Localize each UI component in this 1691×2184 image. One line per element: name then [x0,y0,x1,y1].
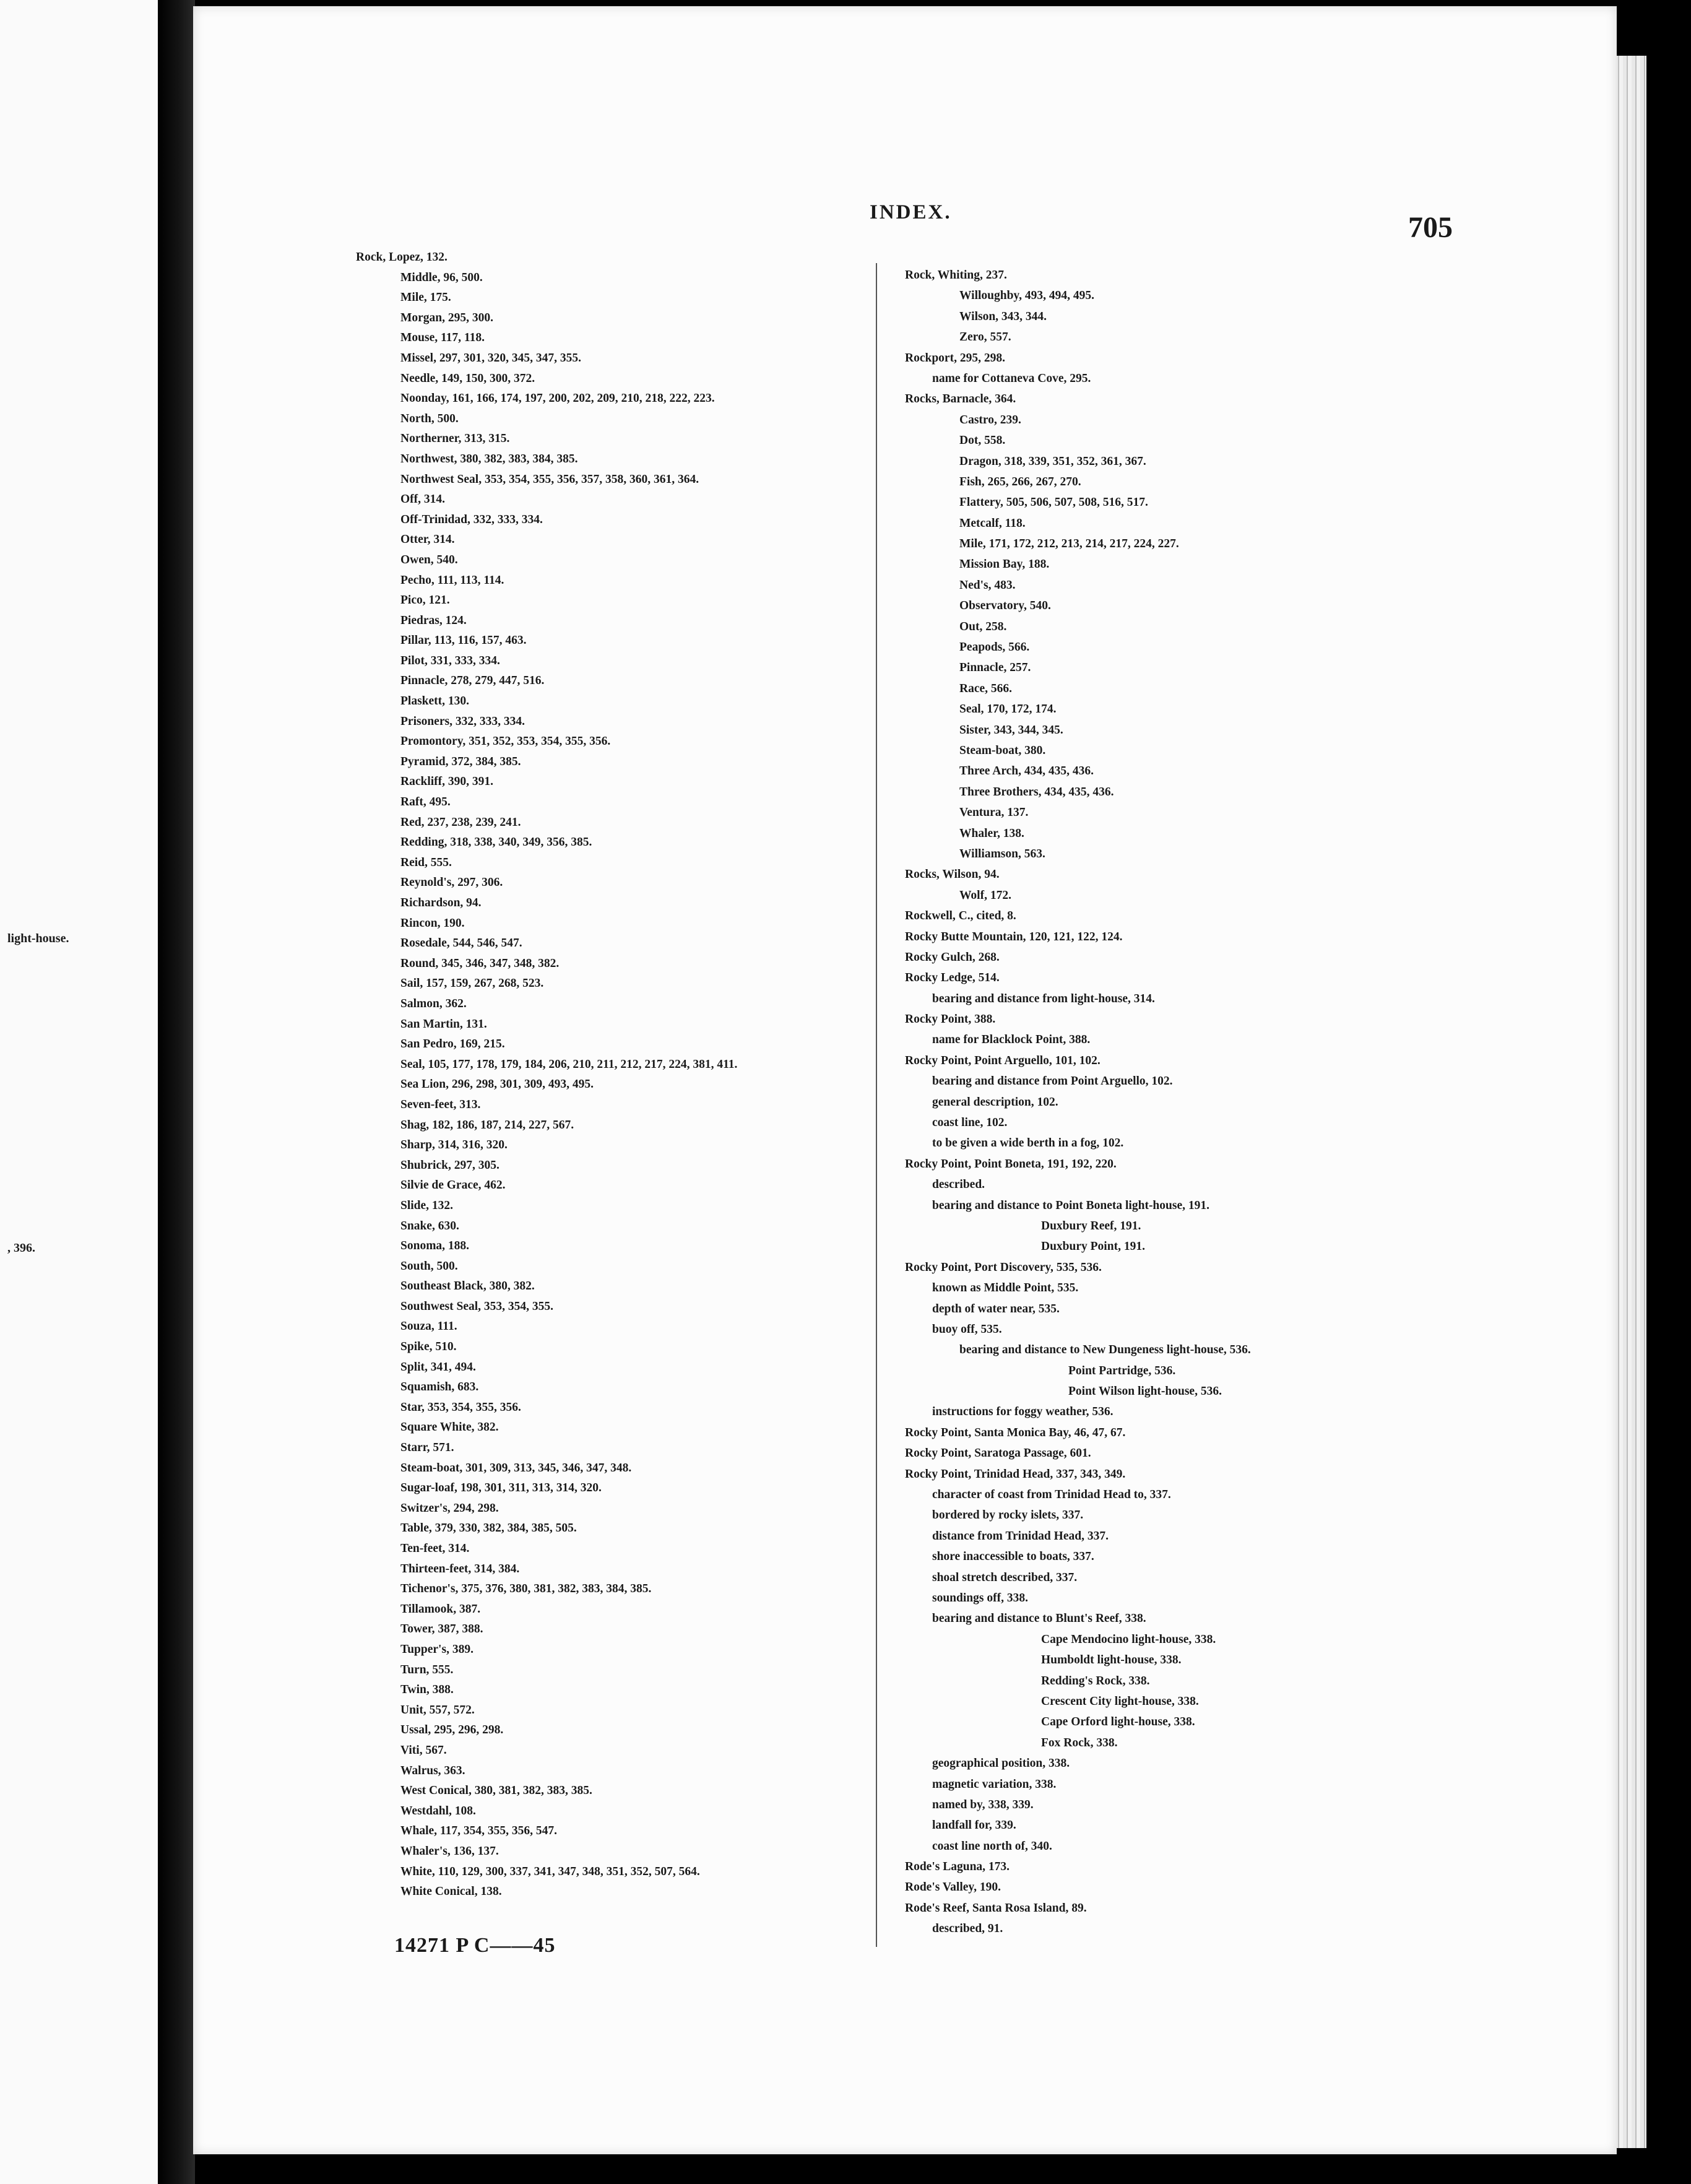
index-subentry: Needle, 149, 150, 300, 372. [400,371,535,385]
index-subentry: Off, 314. [400,493,446,506]
index-entry: Rocky Point, Point Boneta, 191, 192, 220. [905,1157,1117,1171]
index-subentry: Pyramid, 372, 384, 385. [400,755,521,768]
index-subentry: Shubrick, 297, 305. [400,1158,500,1172]
index-subentry: Duxbury Point, 191. [1041,1240,1145,1254]
index-subentry: Redding's Rock, 338. [1041,1674,1150,1688]
index-subentry: landfall for, 339. [932,1819,1016,1832]
index-subentry: distance from Trinidad Head, 337. [932,1529,1109,1543]
index-subentry: Otter, 314. [400,533,455,547]
index-subentry: Fox Rock, 338. [1041,1736,1118,1749]
index-subentry: Pilot, 331, 333, 334. [400,654,500,667]
index-subentry: White, 110, 129, 300, 337, 341, 347, 348, 351, 352, 507, 564. [400,1865,700,1878]
index-entry: Rode's Valley, 190. [905,1881,1001,1894]
index-subentry: Tupper's, 389. [400,1642,474,1656]
index-subentry: Northerner, 313, 315. [400,432,510,446]
index-subentry: known as Middle Point, 535. [932,1281,1079,1295]
index-subentry: described, 91. [932,1922,1003,1936]
index-subentry: Round, 345, 346, 347, 348, 382. [400,956,560,970]
book-gutter [158,0,195,2184]
index-subentry: Rosedale, 544, 546, 547. [400,937,522,950]
index-subentry: Mouse, 117, 118. [400,331,485,345]
index-subentry: named by, 338, 339. [932,1798,1034,1811]
index-subentry: Sugar-loaf, 198, 301, 311, 313, 314, 320. [400,1481,602,1495]
index-subentry: Three Arch, 434, 435, 436. [959,765,1094,778]
index-subentry: Squamish, 683. [400,1380,479,1394]
index-subentry: Sea Lion, 296, 298, 301, 309, 493, 495. [400,1078,594,1091]
column-divider [876,263,877,1947]
index-subentry: Wolf, 172. [959,888,1011,902]
index-subentry: Rincon, 190. [400,916,465,930]
index-subentry: Owen, 540. [400,553,458,566]
index-subentry: bearing and distance to New Dungeness light-house, 536. [959,1343,1251,1357]
index-subentry: magnetic variation, 338. [932,1777,1057,1791]
index-subentry: White Conical, 138. [400,1885,502,1899]
index-subentry: Flattery, 505, 506, 507, 508, 516, 517. [959,496,1148,509]
index-subentry: Slide, 132. [400,1198,454,1212]
index-entry: Rocks, Barnacle, 364. [905,392,1016,406]
index-subentry: Middle, 96, 500. [400,271,483,284]
index-subentry: shore inaccessible to boats, 337. [932,1550,1094,1564]
index-subentry: Point Wilson light-house, 536. [1068,1385,1222,1398]
index-subentry: Seal, 105, 177, 178, 179, 184, 206, 210, 211, 212, 217, 224, 381, 411. [400,1057,738,1071]
index-subentry: bearing and distance from light-house, 314. [932,992,1155,1005]
index-entry: Rocky Gulch, 268. [905,950,1000,964]
prev-page-line: light-house. [7,932,69,945]
index-subentry: Starr, 571. [400,1441,454,1455]
index-subentry: Plaskett, 130. [400,695,470,708]
index-entry: Rock, Lopez, 132. [356,251,448,264]
index-subentry: Promontory, 351, 352, 353, 354, 355, 356. [400,735,611,748]
index-subentry: North, 500. [400,412,459,425]
prev-page-line: , 396. [7,1241,35,1255]
index-subentry: South, 500. [400,1259,458,1273]
index-entry: Rocky Ledge, 514. [905,971,1000,985]
index-subentry: San Martin, 131. [400,1017,487,1031]
index-subentry: Pillar, 113, 116, 157, 463. [400,634,527,648]
index-subentry: Switzer's, 294, 298. [400,1501,499,1515]
index-subentry: name for Blacklock Point, 388. [932,1033,1091,1047]
index-subentry: character of coast from Trinidad Head to, 337. [932,1488,1171,1502]
page-number: 705 [1408,211,1453,244]
index-subentry: Reynold's, 297, 306. [400,876,503,890]
index-subentry: Off-Trinidad, 332, 333, 334. [400,513,543,526]
index-subentry: Turn, 555. [400,1663,454,1676]
index-subentry: Peapods, 566. [959,641,1030,654]
index-subentry: Prisoners, 332, 333, 334. [400,714,525,728]
index-subentry: Steam-boat, 301, 309, 313, 345, 346, 347, 348. [400,1461,632,1475]
index-entry: Rockport, 295, 298. [905,351,1005,365]
index-subentry: described. [932,1178,985,1192]
index-subentry: Whale, 117, 354, 355, 356, 547. [400,1824,557,1838]
index-entry: Rocks, Wilson, 94. [905,868,1000,882]
index-subentry: shoal stretch described, 337. [932,1571,1078,1584]
index-subentry: Square White, 382. [400,1421,499,1434]
index-subentry: Southeast Black, 380, 382. [400,1280,535,1293]
printer-signature: 14271 P C——45 [394,1934,556,1957]
index-subentry: Pico, 121. [400,594,450,607]
index-entry: Rocky Point, Santa Monica Bay, 46, 47, 67. [905,1426,1126,1439]
index-subentry: Piedras, 124. [400,613,467,627]
index-subentry: Zero, 557. [959,331,1011,344]
index-subentry: Metcalf, 118. [959,516,1026,530]
page-header: INDEX. [870,201,952,223]
index-subentry: Ned's, 483. [959,578,1016,592]
index-subentry: Whaler's, 136, 137. [400,1844,499,1858]
index-subentry: Humboldt light-house, 338. [1041,1653,1182,1667]
index-entry: Rode's Laguna, 173. [905,1860,1010,1874]
index-subentry: Tillamook, 387. [400,1602,481,1616]
index-subentry: Rackliff, 390, 391. [400,775,494,789]
index-subentry: Cape Orford light-house, 338. [1041,1715,1195,1729]
index-subentry: bearing and distance to Point Boneta light-house, 191. [932,1198,1209,1212]
index-subentry: Silvie de Grace, 462. [400,1179,506,1192]
index-subentry: Southwest Seal, 353, 354, 355. [400,1299,554,1313]
index-subentry: Crescent City light-house, 338. [1041,1694,1199,1708]
index-subentry: Dot, 558. [959,434,1006,448]
index-subentry: Whaler, 138. [959,826,1024,840]
index-subentry: Mile, 171, 172, 212, 213, 214, 217, 224, 227. [959,537,1179,551]
index-entry: Rockwell, C., cited, 8. [905,909,1016,923]
index-subentry: Ten-feet, 314. [400,1542,470,1555]
index-subentry: Seven-feet, 313. [400,1098,481,1111]
index-subentry: Castro, 239. [959,413,1021,427]
index-subentry: Observatory, 540. [959,599,1051,613]
previous-page-edge [0,0,158,2184]
index-subentry: Seal, 170, 172, 174. [959,703,1057,716]
index-subentry: Pecho, 111, 113, 114. [400,573,504,587]
index-subentry: name for Cottaneva Cove, 295. [932,371,1091,385]
index-subentry: Richardson, 94. [400,896,482,909]
index-entry: Rocky Point, Trinidad Head, 337, 343, 349. [905,1467,1126,1481]
index-entry: Rode's Reef, Santa Rosa Island, 89. [905,1901,1087,1915]
index-subentry: soundings off, 338. [932,1592,1028,1605]
index-subentry: Ussal, 295, 296, 298. [400,1723,504,1737]
index-subentry: Snake, 630. [400,1219,459,1233]
index-subentry: Tichenor's, 375, 376, 380, 381, 382, 383, 384, 385. [400,1582,652,1596]
index-column-right [905,265,1524,1939]
index-subentry: Williamson, 563. [959,847,1045,860]
index-subentry: geographical position, 338. [932,1757,1070,1770]
index-entry: Rocky Point, Saratoga Passage, 601. [905,1447,1091,1460]
index-subentry: buoy off, 535. [932,1322,1002,1336]
index-subentry: Morgan, 295, 300. [400,311,494,324]
index-subentry: Thirteen-feet, 314, 384. [400,1562,520,1575]
index-entry: Rocky Point, Port Discovery, 535, 536. [905,1260,1102,1274]
index-entry: Rocky Butte Mountain, 120, 121, 122, 124. [905,930,1123,943]
index-subentry: Sister, 343, 344, 345. [959,723,1063,737]
index-subentry: Reid, 555. [400,856,452,869]
index-subentry: San Pedro, 169, 215. [400,1038,505,1051]
index-subentry: Duxbury Reef, 191. [1041,1219,1141,1233]
index-subentry: bordered by rocky islets, 337. [932,1509,1084,1522]
index-subentry: Ventura, 137. [959,806,1029,820]
index-subentry: Three Brothers, 434, 435, 436. [959,785,1114,799]
index-subentry: Willoughby, 493, 494, 495. [959,289,1094,303]
index-subentry: coast line, 102. [932,1116,1008,1130]
index-subentry: Salmon, 362. [400,997,467,1010]
index-subentry: instructions for foggy weather, 536. [932,1405,1114,1419]
index-subentry: Walrus, 363. [400,1764,465,1777]
index-subentry: Noonday, 161, 166, 174, 197, 200, 202, 209, 210, 218, 222, 223. [400,392,715,405]
index-subentry: Mile, 175. [400,291,451,305]
index-subentry: Mission Bay, 188. [959,558,1050,571]
index-subentry: Table, 379, 330, 382, 384, 385, 505. [400,1522,577,1535]
index-subentry: Pinnacle, 278, 279, 447, 516. [400,674,545,688]
index-subentry: Westdahl, 108. [400,1804,476,1818]
index-subentry: Sharp, 314, 316, 320. [400,1138,508,1152]
index-subentry: Wilson, 343, 344. [959,310,1047,323]
index-subentry: Redding, 318, 338, 340, 349, 356, 385. [400,836,592,849]
index-subentry: Northwest Seal, 353, 354, 355, 356, 357, 358, 360, 361, 364. [400,472,699,486]
index-subentry: Out, 258. [959,620,1007,633]
index-subentry: Point Partridge, 536. [1068,1364,1176,1377]
index-subentry: Race, 566. [959,682,1013,695]
index-subentry: Sonoma, 188. [400,1239,470,1253]
index-column-left [356,248,876,1902]
index-subentry: Shag, 182, 186, 187, 214, 227, 567. [400,1118,574,1132]
index-subentry: Star, 353, 354, 355, 356. [400,1400,521,1414]
index-subentry: Tower, 387, 388. [400,1623,483,1636]
index-subentry: Souza, 111. [400,1320,457,1333]
index-subentry: Northwest, 380, 382, 383, 384, 385. [400,452,578,466]
index-subentry: bearing and distance to Blunt's Reef, 338. [932,1612,1146,1626]
index-subentry: Split, 341, 494. [400,1360,476,1374]
index-subentry: bearing and distance from Point Arguello, 102. [932,1075,1173,1088]
index-subentry: Spike, 510. [400,1340,457,1354]
index-entry: Rocky Point, 388. [905,1013,996,1026]
index-subentry: Dragon, 318, 339, 351, 352, 361, 367. [959,454,1146,468]
index-subentry: Fish, 265, 266, 267, 270. [959,475,1081,488]
index-subentry: Twin, 388. [400,1683,454,1697]
index-subentry: Steam-boat, 380. [959,743,1046,757]
index-entry: Rock, Whiting, 237. [905,269,1007,282]
index-subentry: Red, 237, 238, 239, 241. [400,815,521,829]
index-subentry: depth of water near, 535. [932,1302,1060,1315]
index-entry: Rocky Point, Point Arguello, 101, 102. [905,1054,1101,1067]
index-subentry: Pinnacle, 257. [959,661,1031,675]
index-subentry: Cape Mendocino light-house, 338. [1041,1632,1216,1646]
index-subentry: to be given a wide berth in a fog, 102. [932,1137,1124,1150]
index-subentry: Raft, 495. [400,795,451,809]
index-subentry: Viti, 567. [400,1743,447,1757]
index-subentry: general description, 102. [932,1095,1058,1109]
index-subentry: Sail, 157, 159, 267, 268, 523. [400,977,544,990]
index-subentry: Unit, 557, 572. [400,1703,475,1717]
index-subentry: West Conical, 380, 381, 382, 383, 385. [400,1784,592,1798]
index-subentry: coast line north of, 340. [932,1839,1052,1853]
index-subentry: Missel, 297, 301, 320, 345, 347, 355. [400,351,581,365]
